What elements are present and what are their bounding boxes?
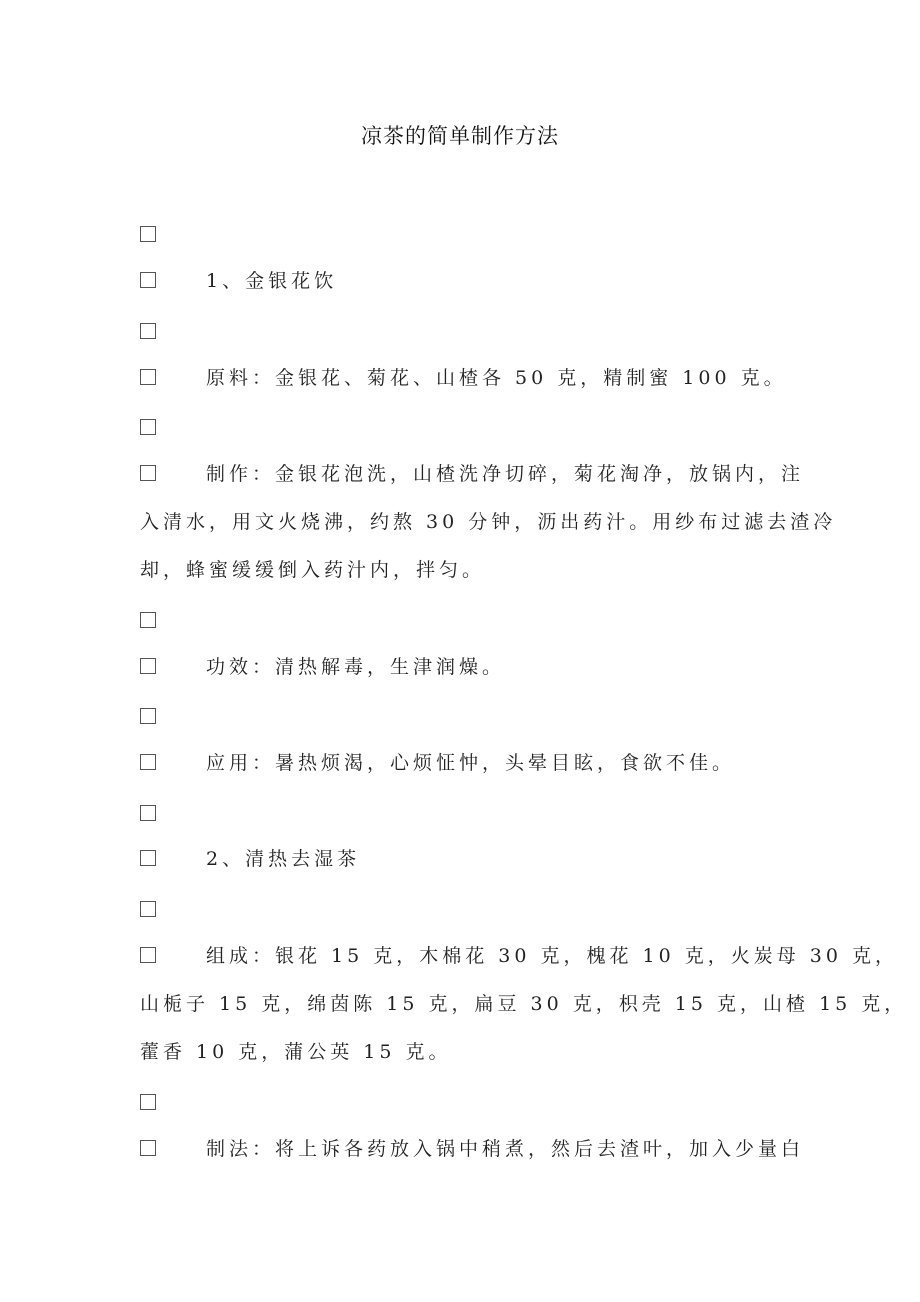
paragraph-empty <box>140 413 780 443</box>
checkbox-placeholder-icon <box>140 612 156 628</box>
paragraph-composition-continued: 藿香 10 克，蒲公英 15 克。 <box>140 1041 452 1063</box>
paragraph-method: 制法：将上诉各药放入锅中稍煮，然后去渣叶，加入少量白 <box>140 1134 780 1164</box>
checkbox-placeholder-icon <box>140 369 156 385</box>
paragraph-composition: 组成：银花 15 克，木棉花 30 克，槐花 10 克，火炭母 30 克， <box>140 941 780 971</box>
checkbox-placeholder-icon <box>140 465 156 481</box>
paragraph-empty <box>140 317 780 347</box>
section-heading-1: 1、金银花饮 <box>140 266 780 296</box>
paragraph-efficacy: 功效：清热解毒，生津润燥。 <box>140 652 780 682</box>
document-title: 凉茶的简单制作方法 <box>361 124 559 148</box>
paragraph-empty <box>140 220 780 250</box>
paragraph-application: 应用：暑热烦渴，心烦怔忡，头晕目眩，食欲不佳。 <box>140 748 780 778</box>
checkbox-placeholder-icon <box>140 947 156 963</box>
paragraph-empty <box>140 895 780 925</box>
checkbox-placeholder-icon <box>140 658 156 674</box>
checkbox-placeholder-icon <box>140 708 156 724</box>
checkbox-placeholder-icon <box>140 323 156 339</box>
checkbox-placeholder-icon <box>140 754 156 770</box>
paragraph-empty <box>140 799 780 829</box>
checkbox-placeholder-icon <box>140 850 156 866</box>
paragraph-composition-continued: 山栀子 15 克，绵茵陈 15 克，扁豆 30 克，枳壳 15 克，山楂 15 克， <box>140 993 908 1015</box>
checkbox-placeholder-icon <box>140 272 156 288</box>
paragraph-empty <box>140 702 780 732</box>
paragraph-empty <box>140 606 780 636</box>
checkbox-placeholder-icon <box>140 1094 156 1110</box>
checkbox-placeholder-icon <box>140 226 156 242</box>
paragraph-preparation-continued: 却，蜂蜜缓缓倒入药汁内，拌匀。 <box>140 559 486 581</box>
checkbox-placeholder-icon <box>140 1140 156 1156</box>
paragraph-empty <box>140 1088 780 1118</box>
paragraph-preparation: 制作：金银花泡洗，山楂洗净切碎，菊花淘净，放锅内，注 <box>140 459 780 489</box>
paragraph-ingredients: 原料：金银花、菊花、山楂各 50 克，精制蜜 100 克。 <box>140 363 780 393</box>
checkbox-placeholder-icon <box>140 901 156 917</box>
paragraph-preparation-continued: 入清水，用文火烧沸，约熬 30 分钟，沥出药汁。用纱布过滤去渣冷 <box>140 511 837 533</box>
checkbox-placeholder-icon <box>140 805 156 821</box>
section-heading-2: 2、清热去湿茶 <box>140 844 780 874</box>
checkbox-placeholder-icon <box>140 419 156 435</box>
